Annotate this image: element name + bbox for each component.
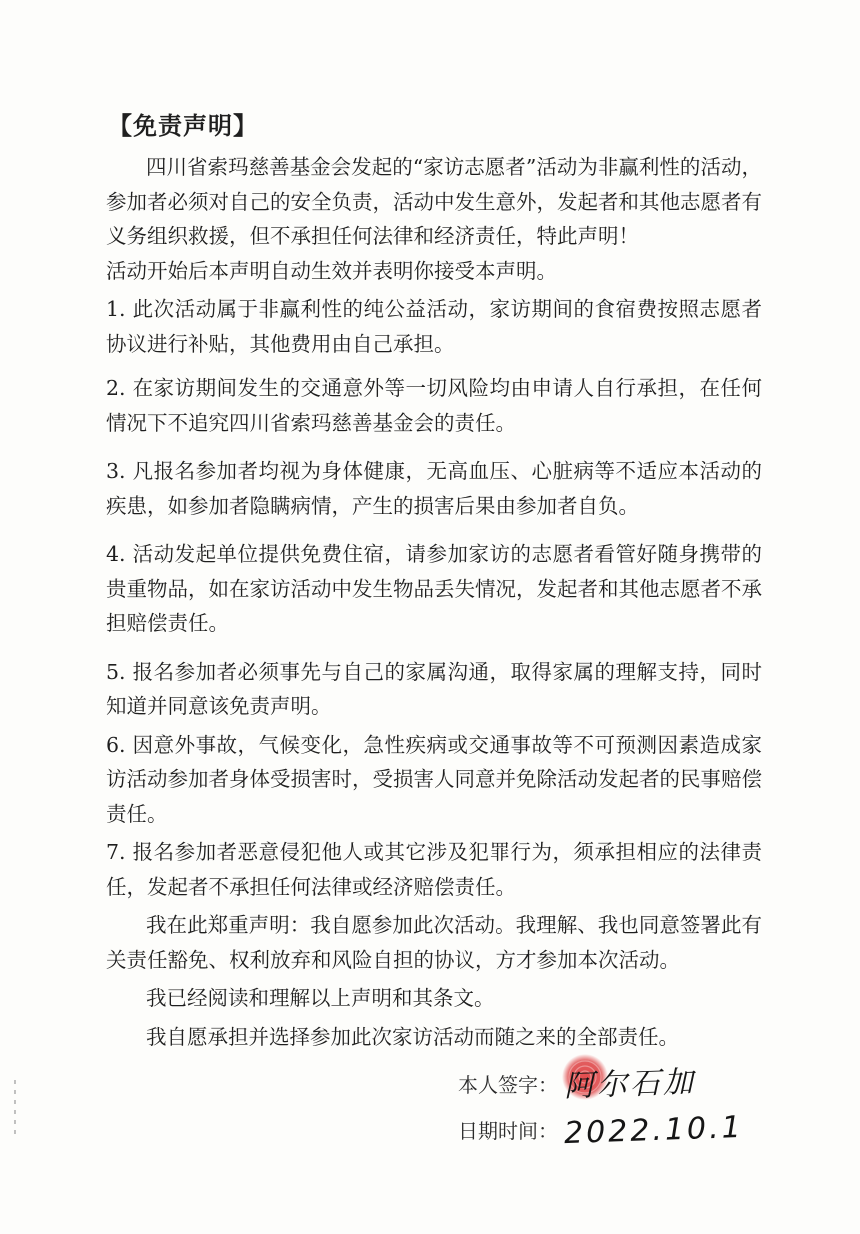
intro-effective-note: 活动开始后本声明自动生效并表明你接受本声明。 — [106, 258, 557, 283]
clause-6: 6. 因意外事故，气候变化，急性疾病或交通事故等不可预测因素造成家访活动参加者身体受损害时，受损害人同意并免除活动发起者的民事赔偿责任。 — [106, 732, 762, 826]
scan-edge-mark — [14, 1080, 16, 1140]
handwritten-signature: 阿尔石加 — [563, 1064, 697, 1105]
clause-4: 4. 活动发起单位提供免费住宿，请参加家访的志愿者看管好随身携带的贵重物品，如在家访活动中发生物品丢失情况，发起者和其他志愿者不承担赔偿责任。 — [106, 542, 762, 635]
clause-1: 1. 此次活动属于非赢利性的纯公益活动，家访期间的食宿费按照志愿者协议进行补贴，其他费用由自己承担。 — [106, 297, 762, 356]
closing-read-confirmation: 我已经阅读和理解以上声明和其条文。 — [146, 986, 495, 1010]
handwritten-date: 2022.10.1 — [563, 1109, 745, 1152]
date-row — [458, 1108, 744, 1154]
document-title: 【免责声明】 — [108, 111, 258, 140]
declaration-body — [106, 150, 762, 1054]
clause-7: 7. 报名参加者恶意侵犯他人或其它涉及犯罪行为，须承担相应的法律责任，发起者不承担任何法律或经济赔偿责任。 — [106, 840, 762, 899]
signature-block — [458, 1062, 744, 1154]
clause-3: 3. 凡报名参加者均视为身体健康，无高血压、心脏病等不适应本活动的疾患，如参加者隐瞒病情，产生的损害后果由参加者自负。 — [106, 459, 762, 518]
closing-declaration: 我在此郑重声明：我自愿参加此次活动。我理解、我也同意签署此有关责任豁免、权利放弃和风险自担的协议，方才参加本次活动。 — [106, 913, 762, 972]
signature-label: 本人签字： — [458, 1073, 558, 1097]
intro-paragraph: 四川省索玛慈善基金会发起的“家访志愿者”活动为非赢利性的活动，参加者必须对自己的安全负责，活动中发生意外，发起者和其他志愿者有义务组织救援，但不承担任何法律和经济责任，特此声明！ — [106, 155, 762, 248]
closing-responsibility: 我自愿承担并选择参加此次家访活动而随之来的全部责任。 — [146, 1024, 679, 1049]
clause-2: 2. 在家访期间发生的交通意外等一切风险均由申请人自行承担，在任何情况下不追究四川省索玛慈善基金会的责任。 — [106, 376, 762, 435]
date-label: 日期时间： — [458, 1119, 558, 1143]
signature-row — [458, 1062, 744, 1108]
clause-5: 5. 报名参加者必须事先与自己的家属沟通，取得家属的理解支持，同时知道并同意该免责声明。 — [106, 659, 762, 718]
